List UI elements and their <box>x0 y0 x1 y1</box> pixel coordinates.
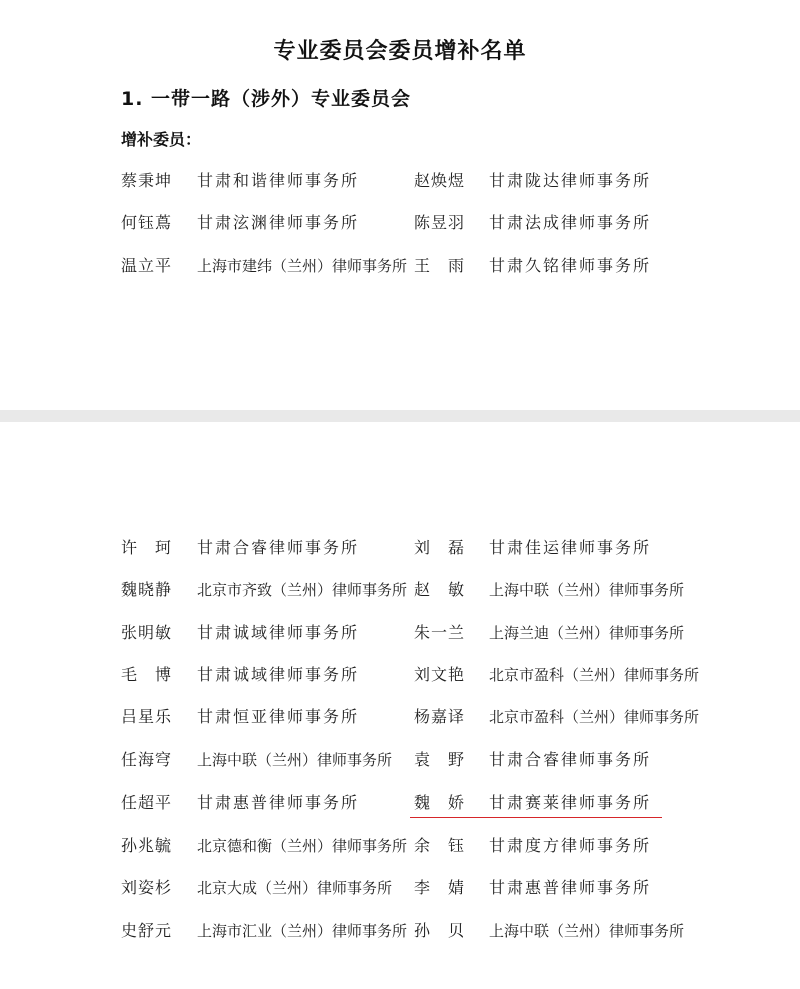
member-name: 李 婧 <box>414 878 466 897</box>
member-name: 孙兆毓 <box>121 836 173 855</box>
member-row <box>0 620 800 646</box>
member-row <box>0 918 800 944</box>
member-row <box>0 790 800 816</box>
member-firm: 甘肃赛莱律师事务所 <box>489 793 652 812</box>
member-name: 朱一兰 <box>414 623 466 642</box>
member-name: 杨嘉译 <box>414 707 466 726</box>
document-title: 专业委员会委员增补名单 <box>273 39 527 64</box>
member-name: 蔡秉坤 <box>121 171 173 190</box>
member-firm: 甘肃惠普律师事务所 <box>489 878 652 897</box>
member-firm: 北京大成（兰州）律师事务所 <box>197 879 393 897</box>
member-name: 张明敏 <box>121 623 173 642</box>
member-name: 毛 博 <box>121 665 173 684</box>
member-row <box>0 747 800 773</box>
member-firm: 上海中联（兰州）律师事务所 <box>197 751 393 769</box>
member-firm: 甘肃合睿律师事务所 <box>197 538 360 557</box>
member-row <box>0 535 800 561</box>
member-firm: 上海兰迪（兰州）律师事务所 <box>489 624 685 642</box>
member-name: 赵 敏 <box>414 580 466 599</box>
member-firm: 甘肃久铭律师事务所 <box>489 256 652 275</box>
member-firm: 北京德和衡（兰州）律师事务所 <box>197 837 408 855</box>
member-firm: 甘肃陇达律师事务所 <box>489 171 652 190</box>
member-name: 袁 野 <box>414 750 466 769</box>
member-name: 王 雨 <box>414 256 466 275</box>
member-name: 任超平 <box>121 793 173 812</box>
member-firm: 上海市汇业（兰州）律师事务所 <box>197 922 408 940</box>
member-row <box>0 253 800 279</box>
member-firm: 甘肃合睿律师事务所 <box>489 750 652 769</box>
member-firm: 北京市盈科（兰州）律师事务所 <box>489 708 700 726</box>
member-firm: 甘肃佳运律师事务所 <box>489 538 652 557</box>
member-row <box>0 577 800 603</box>
member-firm: 甘肃法成律师事务所 <box>489 213 652 232</box>
red-underline-annotation <box>410 817 662 818</box>
member-name: 刘姿杉 <box>121 878 173 897</box>
member-row <box>0 168 800 194</box>
member-firm: 上海中联（兰州）律师事务所 <box>489 922 685 940</box>
member-firm: 北京市齐致（兰州）律师事务所 <box>197 581 408 599</box>
member-name: 温立平 <box>121 256 173 275</box>
member-name: 赵焕煜 <box>414 171 466 190</box>
member-name: 何钰蔦 <box>121 213 173 232</box>
member-firm: 甘肃诚域律师事务所 <box>197 665 360 684</box>
member-firm: 北京市盈科（兰州）律师事务所 <box>489 666 700 684</box>
member-firm: 甘肃惠普律师事务所 <box>197 793 360 812</box>
member-row <box>0 210 800 236</box>
member-name: 魏 娇 <box>414 793 466 812</box>
member-firm: 甘肃诚域律师事务所 <box>197 623 360 642</box>
member-row <box>0 875 800 901</box>
member-firm: 甘肃和谐律师事务所 <box>197 171 360 190</box>
member-firm: 甘肃度方律师事务所 <box>489 836 652 855</box>
member-row <box>0 704 800 730</box>
member-firm: 甘肃恒亚律师事务所 <box>197 707 360 726</box>
member-name: 余 钰 <box>414 836 466 855</box>
member-name: 许 珂 <box>121 538 173 557</box>
member-row <box>0 662 800 688</box>
member-name: 吕星乐 <box>121 707 173 726</box>
member-row <box>0 833 800 859</box>
member-name: 魏晓静 <box>121 580 173 599</box>
member-firm: 上海中联（兰州）律师事务所 <box>489 581 685 599</box>
sub-heading: 增补委员： <box>121 130 202 149</box>
section-heading: 1. 一带一路（涉外）专业委员会 <box>121 88 412 110</box>
member-name: 刘文艳 <box>414 665 466 684</box>
member-name: 陈昱羽 <box>414 213 466 232</box>
member-name: 任海穹 <box>121 750 173 769</box>
member-name: 刘 磊 <box>414 538 466 557</box>
member-firm: 甘肃泫渊律师事务所 <box>197 213 360 232</box>
member-name: 史舒元 <box>121 921 173 940</box>
member-name: 孙 贝 <box>414 921 466 940</box>
member-firm: 上海市建纬（兰州）律师事务所 <box>197 257 408 275</box>
